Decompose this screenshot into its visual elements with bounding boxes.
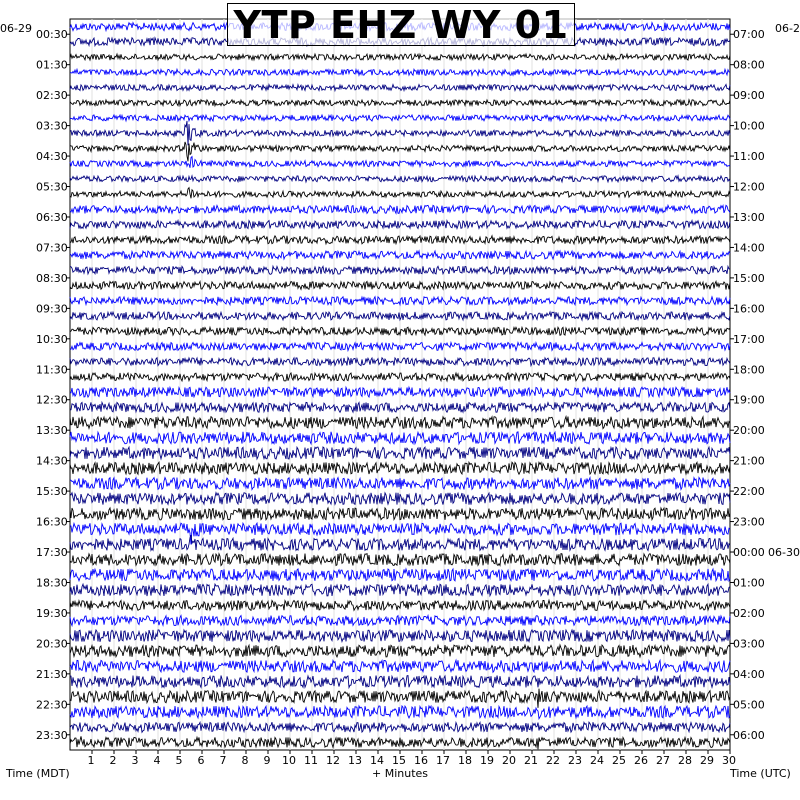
x-tick-label: 9 xyxy=(263,754,271,767)
right-time-label: 20:00 xyxy=(733,424,765,438)
x-tick-label: 11 xyxy=(304,754,318,767)
x-tick-label: 1 xyxy=(87,754,95,767)
left-date-label: 06-29 xyxy=(0,22,32,35)
left-time-label: 03:30 xyxy=(36,119,68,133)
chart-title: YTP EHZ WY 01 xyxy=(233,2,569,47)
x-tick-label: 29 xyxy=(700,754,714,767)
right-time-label: 04:00 xyxy=(733,667,765,681)
right-time-label: 19:00 xyxy=(733,393,765,407)
right-time-label: 13:00 xyxy=(733,210,765,224)
right-time-label: 06:00 xyxy=(733,728,765,742)
right-time-label: 03:00 xyxy=(733,637,765,651)
x-tick-label: 18 xyxy=(458,754,472,767)
left-time-label: 11:30 xyxy=(36,363,68,377)
right-time-label: 22:00 xyxy=(733,485,765,499)
x-tick-label: 7 xyxy=(219,754,227,767)
x-tick-label: 14 xyxy=(370,754,384,767)
x-tick-label: 19 xyxy=(480,754,494,767)
x-tick-label: 21 xyxy=(524,754,538,767)
left-time-label: 15:30 xyxy=(36,485,68,499)
left-time-label: 07:30 xyxy=(36,241,68,255)
right-time-label: 01:00 xyxy=(733,576,765,590)
right-time-label: 21:00 xyxy=(733,454,765,468)
right-time-label: 12:00 xyxy=(733,180,765,194)
x-tick-label: 4 xyxy=(153,754,161,767)
left-time-label: 23:30 xyxy=(36,728,68,742)
left-time-label: 16:30 xyxy=(36,515,68,529)
left-time-label: 09:30 xyxy=(36,302,68,316)
right-time-label: 16:00 xyxy=(733,302,765,316)
right-time-label: 17:00 xyxy=(733,332,765,346)
right-date-change-label: 06-30 xyxy=(768,546,800,560)
x-tick-label: 17 xyxy=(436,754,450,767)
left-time-label: 08:30 xyxy=(36,271,68,285)
left-time-label: 18:30 xyxy=(36,576,68,590)
right-time-label: 05:00 xyxy=(733,698,765,712)
x-tick-label: 8 xyxy=(241,754,249,767)
x-tick-label: 10 xyxy=(282,754,296,767)
x-tick-label: 16 xyxy=(414,754,428,767)
x-tick-label: 26 xyxy=(634,754,648,767)
left-axis-label: Time (MDT) xyxy=(6,767,70,780)
right-time-label: 09:00 xyxy=(733,89,765,103)
left-time-label: 05:30 xyxy=(36,180,68,194)
x-tick-label: 5 xyxy=(175,754,183,767)
x-tick-label: 22 xyxy=(546,754,560,767)
right-time-label: 02:00 xyxy=(733,606,765,620)
right-axis-label: Time (UTC) xyxy=(730,767,791,780)
x-tick-label: 23 xyxy=(568,754,582,767)
right-time-label: 23:00 xyxy=(733,515,765,529)
right-time-label: 08:00 xyxy=(733,58,765,72)
right-time-label: 15:00 xyxy=(733,271,765,285)
x-tick-label: 13 xyxy=(348,754,362,767)
x-tick-label: 12 xyxy=(326,754,340,767)
x-tick-label: 30 xyxy=(722,754,736,767)
left-time-label: 13:30 xyxy=(36,424,68,438)
right-time-label: 10:00 xyxy=(733,119,765,133)
right-time-label: 18:00 xyxy=(733,363,765,377)
x-tick-label: 6 xyxy=(197,754,205,767)
right-time-label: 00:00 xyxy=(733,546,765,560)
left-time-label: 01:30 xyxy=(36,58,68,72)
x-tick-label: 15 xyxy=(392,754,406,767)
x-tick-label: 28 xyxy=(678,754,692,767)
right-time-label: 14:00 xyxy=(733,241,765,255)
right-time-label: 07:00 xyxy=(733,28,765,42)
left-time-label: 02:30 xyxy=(36,89,68,103)
chart-title-box xyxy=(227,3,575,46)
left-time-label: 20:30 xyxy=(36,637,68,651)
x-axis-label: + Minutes xyxy=(371,767,429,780)
left-time-label: 21:30 xyxy=(36,667,68,681)
left-time-label: 06:30 xyxy=(36,210,68,224)
right-date-label: 06-2 xyxy=(775,22,800,35)
left-time-label: 00:30 xyxy=(36,28,68,42)
x-tick-label: 2 xyxy=(109,754,117,767)
left-time-label: 12:30 xyxy=(36,393,68,407)
x-tick-label: 27 xyxy=(656,754,670,767)
left-time-label: 22:30 xyxy=(36,698,68,712)
left-time-label: 19:30 xyxy=(36,606,68,620)
x-tick-label: 24 xyxy=(590,754,604,767)
right-time-label: 11:00 xyxy=(733,150,765,164)
left-time-label: 14:30 xyxy=(36,454,68,468)
left-time-label: 10:30 xyxy=(36,332,68,346)
x-tick-label: 20 xyxy=(502,754,516,767)
x-tick-label: 25 xyxy=(612,754,626,767)
left-time-label: 04:30 xyxy=(36,150,68,164)
left-time-label: 17:30 xyxy=(36,546,68,560)
x-tick-label: 3 xyxy=(131,754,139,767)
